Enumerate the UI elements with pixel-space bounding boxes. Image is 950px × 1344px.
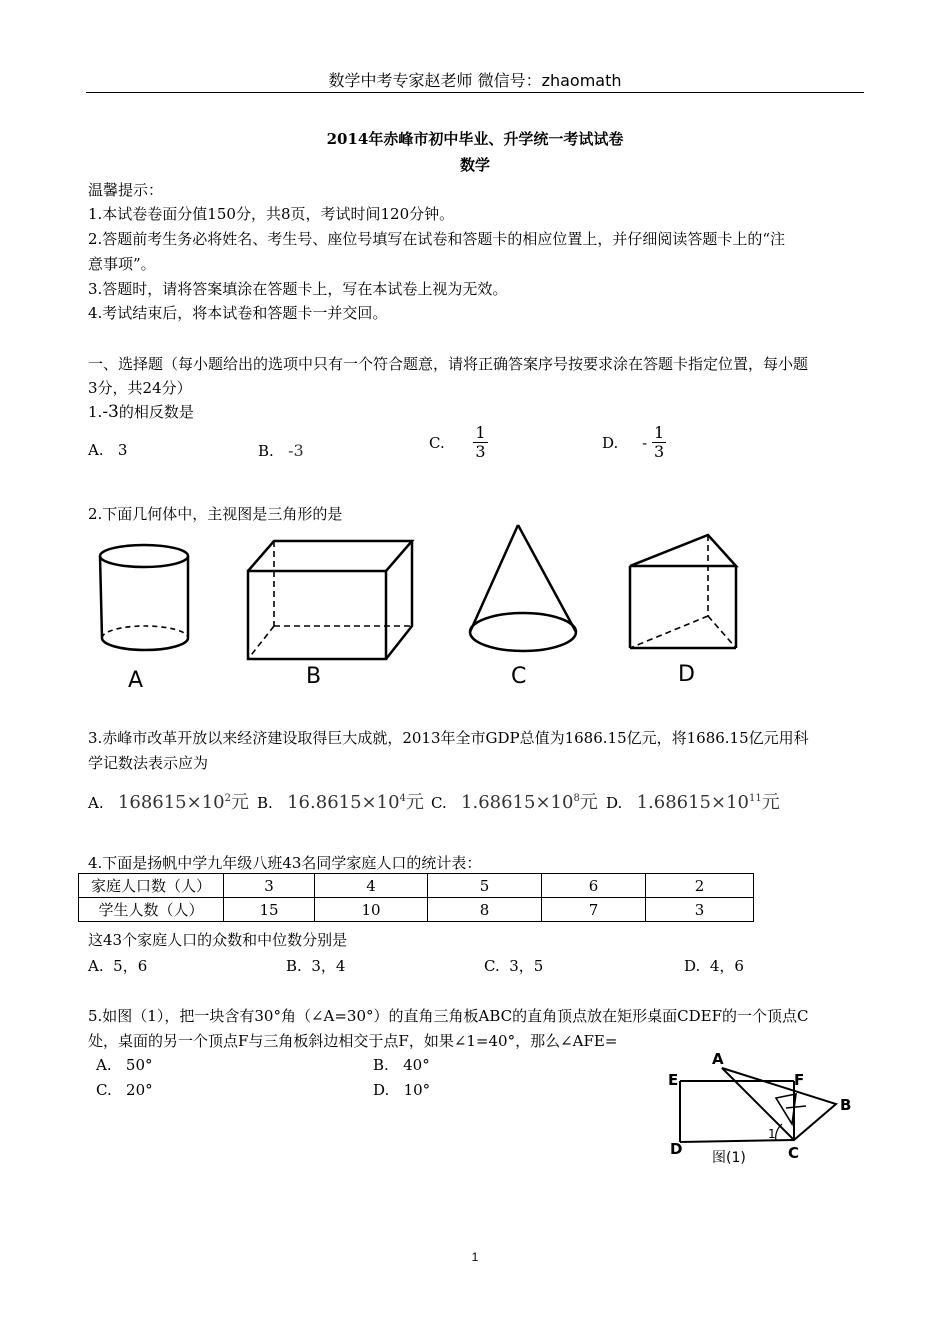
tip-3: 3.答题时，请将答案填涂在答题卡上，写在本试卷上视为无效。 bbox=[88, 280, 508, 298]
table-cell: 学生人数（人） bbox=[79, 898, 224, 922]
q1-option-a: A. 3 bbox=[88, 441, 128, 459]
q3-option-b: B. $16.8615\times 10^4$元 bbox=[257, 792, 424, 813]
q5-option-a: A. 50° bbox=[96, 1056, 153, 1074]
triangle-ruler-figure bbox=[664, 1052, 864, 1172]
cone-figure bbox=[464, 522, 584, 662]
question-4-followup: 这43个家庭人口的众数和中位数分别是 bbox=[88, 931, 348, 949]
table-cell: 6 bbox=[542, 874, 646, 898]
tip-1: 1.本试卷卷面分值150分，共8页，考试时间120分钟。 bbox=[88, 205, 455, 223]
table-cell: 家庭人口数（人） bbox=[79, 874, 224, 898]
question-4-stem: 4.下面是扬帆中学九年级八班43名同学家庭人口的统计表： bbox=[88, 854, 482, 872]
header-rule bbox=[86, 92, 864, 93]
table-cell: 3 bbox=[646, 898, 754, 922]
table-cell: 15 bbox=[224, 898, 315, 922]
table-cell: 7 bbox=[542, 898, 646, 922]
q3-option-a: A. $168615\times 10^2$元 bbox=[88, 792, 249, 813]
question-3-stem-cont: 学记数法表示应为 bbox=[88, 754, 209, 772]
question-2-stem: 2.下面几何体中，主视图是三角形的是 bbox=[88, 505, 343, 523]
angle-1-label: 1 bbox=[768, 1127, 776, 1141]
q1-option-d: D. - $\frac{1}{3}$ bbox=[602, 423, 665, 461]
cuboid-figure bbox=[246, 538, 421, 663]
q4-option-d: D. 4，6 bbox=[684, 957, 744, 975]
q5-option-d: D. 10° bbox=[373, 1081, 431, 1099]
section-heading-cont: 3分，共24分） bbox=[88, 379, 192, 397]
page-number: 1 bbox=[471, 1250, 479, 1264]
figure-caption: 图(1) bbox=[712, 1150, 746, 1166]
q5-option-c: C. 20° bbox=[96, 1081, 153, 1099]
question-1-stem bbox=[88, 401, 194, 422]
label-d: D bbox=[678, 662, 695, 687]
tip-2: 2.答题前考生务必将姓名、考生号、座位号填写在试卷和答题卡的相应位置上，并仔细阅读答题卡上的“注 bbox=[88, 230, 785, 248]
point-d-label: D bbox=[670, 1140, 683, 1158]
q1-option-b: B. -3 bbox=[258, 441, 304, 460]
q1-prefix: 1. bbox=[88, 403, 103, 421]
q4-option-c: C. 3，5 bbox=[484, 957, 544, 975]
exam-subject: 数学 bbox=[459, 156, 490, 174]
table-row bbox=[79, 898, 754, 922]
table-cell: 5 bbox=[428, 874, 542, 898]
question-5-stem-cont: 处，桌面的另一个顶点F与三角板斜边相交于点F，如果∠1=40°，那么∠AFE= bbox=[88, 1032, 618, 1050]
point-e-label: E bbox=[668, 1071, 679, 1089]
tips-heading: 温馨提示： bbox=[88, 181, 164, 199]
label-b: B bbox=[306, 664, 322, 689]
q4-option-a: A. 5，6 bbox=[88, 957, 148, 975]
point-f-label: F bbox=[794, 1071, 805, 1089]
tip-2-cont: 意事项”。 bbox=[88, 255, 156, 273]
fraction-neg-one-third: $\frac{1}{3}$ bbox=[653, 423, 665, 461]
family-stats-table bbox=[78, 873, 754, 922]
label-c: C bbox=[511, 664, 527, 689]
table-cell: 2 bbox=[646, 874, 754, 898]
q5-option-b: B. 40° bbox=[373, 1056, 430, 1074]
tip-4: 4.考试结束后，将本试卷和答题卡一并交回。 bbox=[88, 304, 388, 322]
cylinder-figure bbox=[96, 542, 206, 662]
exam-title: 2014年赤峰市初中毕业、升学统一考试试卷 bbox=[326, 130, 624, 148]
page-header: 数学中考专家赵老师 微信号：zhaomath bbox=[328, 71, 622, 90]
q1-option-c: C. $\frac{1}{3}$ bbox=[429, 423, 486, 461]
point-a-label: A bbox=[712, 1050, 724, 1068]
section-heading: 一、选择题（每小题给出的选项中只有一个符合题意，请将正确答案序号按要求涂在答题卡指定位置，每小题 bbox=[88, 355, 809, 373]
q3-option-d: D. $1.68615\times 10^{11}$元 bbox=[606, 792, 780, 813]
point-c-label: C bbox=[788, 1144, 800, 1162]
table-cell: 3 bbox=[224, 874, 315, 898]
q4-option-b: B. 3，4 bbox=[286, 957, 346, 975]
q1-suffix: 的相反数是 bbox=[118, 403, 194, 421]
q3-option-c: C. $1.68615\times 10^8$元 bbox=[431, 792, 598, 813]
table-cell: 10 bbox=[315, 898, 428, 922]
table-cell: 4 bbox=[315, 874, 428, 898]
question-3-stem: 3.赤峰市改革开放以来经济建设取得巨大成就，2013年全市GDP总值为1686.15亿元，将1686.15亿元用科 bbox=[88, 729, 809, 747]
q1-value: -3 bbox=[102, 402, 119, 422]
point-b-label: B bbox=[840, 1096, 852, 1114]
label-a: A bbox=[128, 668, 144, 693]
table-cell: 8 bbox=[428, 898, 542, 922]
question-5-stem: 5.如图（1），把一块含有30°角（∠A=30°）的直角三角板ABC的直角顶点放在矩形桌面CDEF的一个顶点C bbox=[88, 1007, 809, 1025]
triangular-prism-figure bbox=[626, 532, 746, 662]
table-row bbox=[79, 874, 754, 898]
fraction-one-third: $\frac{1}{3}$ bbox=[475, 423, 486, 461]
